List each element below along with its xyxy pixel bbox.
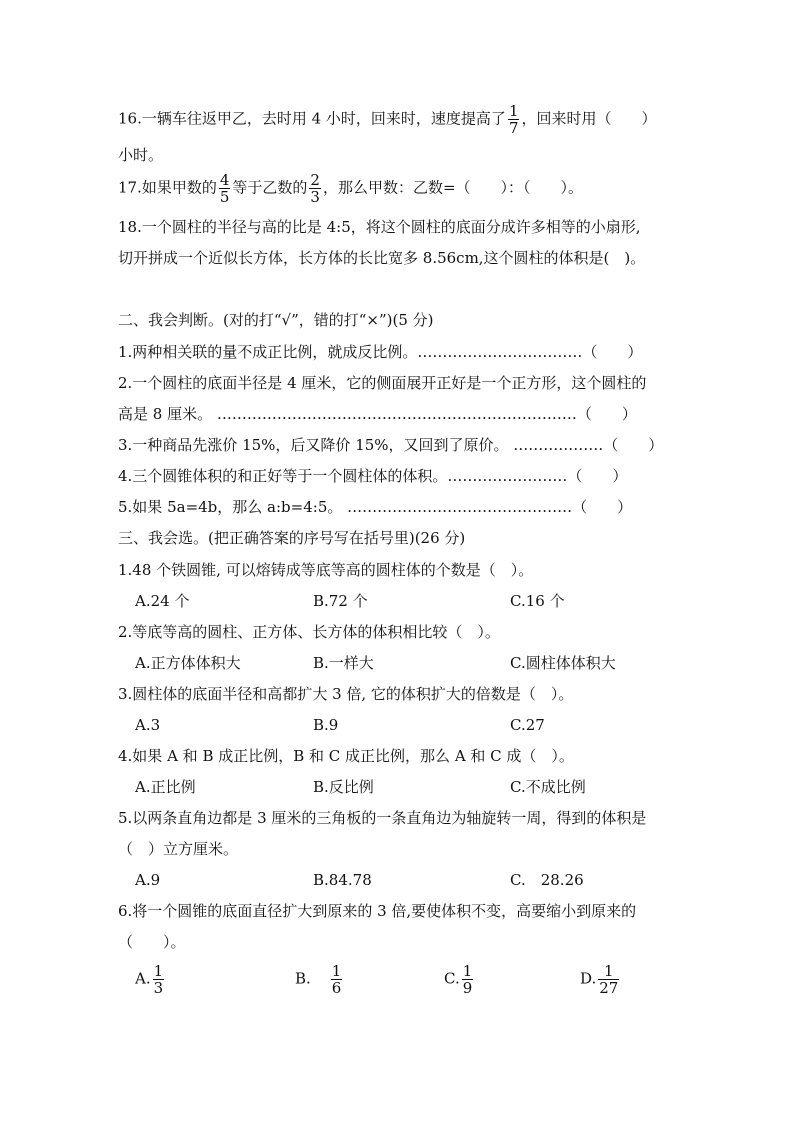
question-16-line1 bbox=[118, 103, 657, 136]
judge-item-2-line1: 2.一个圆柱的底面半径是 4 厘米，它的侧面展开正好是一个正方形，这个圆柱的 bbox=[118, 374, 647, 392]
choice-5-option-c: C. 28.26 bbox=[510, 871, 584, 889]
q16-text-after: ，回来时用（ ） bbox=[521, 109, 657, 128]
choice-4-option-c: C.不成比例 bbox=[510, 778, 586, 796]
choice-5-option-a: A.9 bbox=[135, 871, 161, 889]
choice-2-option-a: A.正方体体积大 bbox=[135, 654, 241, 672]
choice-4-option-a: A.正比例 bbox=[135, 778, 196, 796]
q17-fraction-1: $\frac{4}{5}$ bbox=[219, 171, 230, 206]
choice-4-option-b: B.反比例 bbox=[313, 778, 374, 796]
choice-question-6-line2: （ ）。 bbox=[118, 933, 186, 951]
choice-6-option-b: B. $\frac{1}{6}$ bbox=[295, 962, 342, 997]
q17-fraction-2: $\frac{2}{3}$ bbox=[310, 171, 320, 206]
option-c-fraction: $\frac{1}{9}$ bbox=[462, 962, 473, 997]
choice-3-option-b: B.9 bbox=[313, 716, 339, 734]
question-18-line2: 切开拼成一个近似长方体，长方体的长比宽多 8.56cm,这个圆柱的体积是( )。 bbox=[118, 249, 646, 267]
choice-6-option-c: C. $\frac{1}{9}$ bbox=[444, 962, 473, 997]
option-b-fraction: $\frac{1}{6}$ bbox=[331, 962, 342, 997]
choice-6-option-a: A. $\frac{1}{3}$ bbox=[135, 962, 164, 997]
choice-2-option-b: B.一样大 bbox=[313, 654, 374, 672]
choice-6-option-d: D. $\frac{1}{27}$ bbox=[580, 962, 619, 997]
choice-question-5-line1: 5.以两条直角边都是 3 厘米的三角板的一条直角边为轴旋转一周，得到的体积是 bbox=[118, 809, 647, 827]
option-d-fraction: $\frac{1}{27}$ bbox=[599, 962, 619, 997]
choice-1-option-b: B.72 个 bbox=[313, 592, 368, 610]
q16-text-before: 16.一辆车往返甲乙，去时用 4 小时，回来时，速度提高了 bbox=[118, 109, 506, 128]
choice-question-3: 3.圆柱体的底面半径和高都扩大 3 倍, 它的体积扩大的倍数是（ ）。 bbox=[118, 685, 574, 703]
choice-question-5-line2: （ ）立方厘米。 bbox=[118, 840, 239, 858]
question-16-line2: 小时。 bbox=[118, 146, 164, 164]
choice-question-1: 1.48 个铁圆锥, 可以熔铸成等底等高的圆柱体的个数是（ ）。 bbox=[118, 561, 534, 579]
choice-1-option-a: A.24 个 bbox=[135, 592, 190, 610]
judge-item-5: 5.如果 5a=4b，那么 a:b=4:5。 ………………………………………（ ） bbox=[118, 498, 633, 516]
choice-1-option-c: C.16 个 bbox=[510, 592, 565, 610]
choice-question-2: 2.等底等高的圆柱、正方体、长方体的体积相比较（ ）。 bbox=[118, 623, 500, 641]
section-3-heading: 三、我会选。(把正确答案的序号写在括号里)(26 分) bbox=[118, 529, 466, 547]
choice-3-option-a: A.3 bbox=[135, 716, 161, 734]
option-a-fraction: $\frac{1}{3}$ bbox=[153, 962, 164, 997]
choice-question-6-line1: 6.将一个圆锥的底面直径扩大到原来的 3 倍,要使体积不变，高要缩小到原来的 bbox=[118, 902, 637, 920]
choice-5-option-b: B.84.78 bbox=[313, 871, 372, 889]
section-2-heading: 二、我会判断。(对的打“√”，错的打“×”)(5 分) bbox=[118, 311, 434, 329]
judge-item-3: 3.一种商品先涨价 15%，后又降价 15%，又回到了原价。 ………………（ ） bbox=[118, 436, 664, 454]
q16-fraction: $\frac{1}{7}$ bbox=[508, 102, 519, 137]
judge-item-4: 4.三个圆锥体积的和正好等于一个圆柱体的体积。……………………（ ） bbox=[118, 467, 628, 485]
judge-item-2-line2: 高是 8 厘米。 ………………………………………………………………（ ） bbox=[118, 405, 637, 423]
judge-item-1: 1.两种相关联的量不成正比例，就成反比例。……………………………（ ） bbox=[118, 343, 643, 361]
choice-question-4: 4.如果 A 和 B 成正比例，B 和 C 成正比例，那么 A 和 C 成（ ）。 bbox=[118, 747, 574, 765]
choice-3-option-c: C.27 bbox=[510, 716, 545, 734]
question-18-line1: 18.一个圆柱的半径与高的比是 4:5，将这个圆柱的底面分成许多相等的小扇形, bbox=[118, 218, 641, 236]
question-17: 17.如果甲数的 $\frac{4}{5}$ 等于乙数的 $\frac{2}{3}$ ，那么甲数：乙数=（ ）：（ ）。 bbox=[118, 171, 584, 206]
choice-2-option-c: C.圆柱体体积大 bbox=[510, 654, 616, 672]
